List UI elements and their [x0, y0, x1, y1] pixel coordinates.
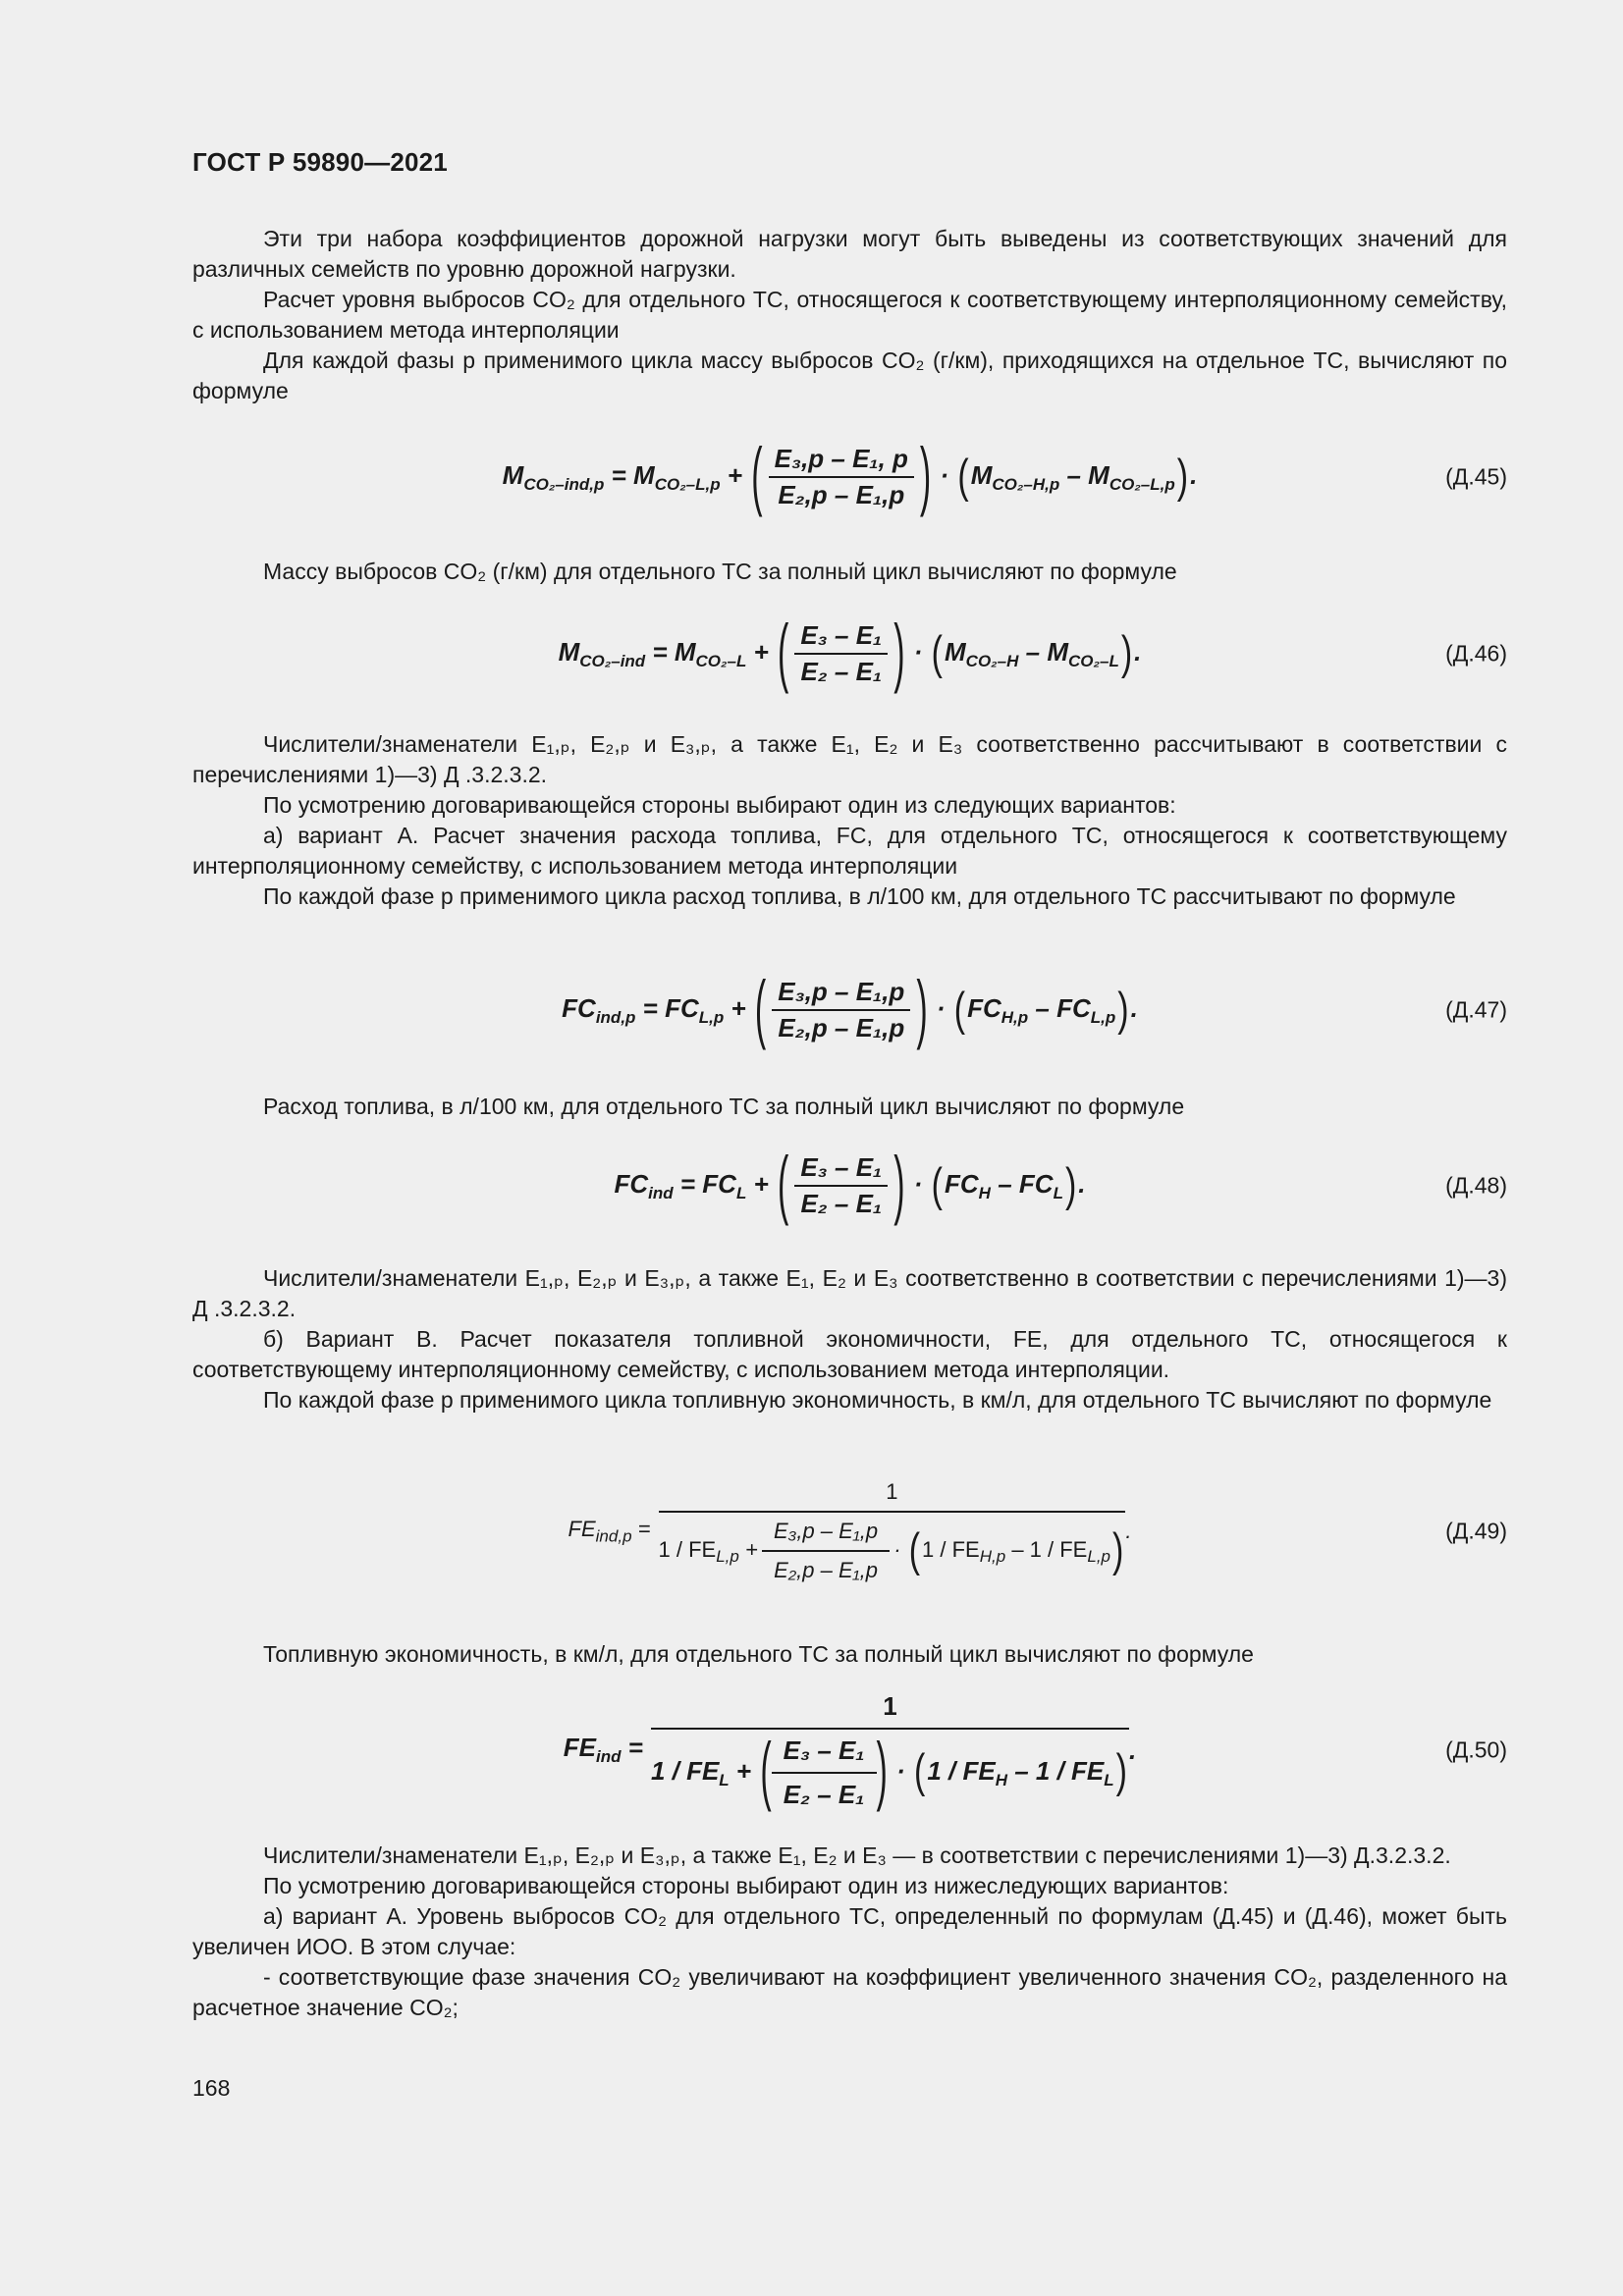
text-block-7 [192, 1841, 1507, 2023]
formula-subscript: L [719, 1770, 730, 1789]
formula-subscript: H [995, 1770, 1007, 1789]
formula-symbol: FC [1018, 1168, 1054, 1199]
formula-symbol: FC [1056, 992, 1091, 1023]
formula-symbol: M [633, 459, 655, 490]
formula-symbol: 1 / FE [658, 1536, 717, 1562]
formula-subscript: CO₂–L,p [1109, 475, 1175, 495]
formula-subscript: CO₂–L [1068, 652, 1119, 671]
paragraph: Расход топлива, в л/100 км, для отдельного ТС за полный цикл вычисляют по формуле [263, 1094, 1185, 1119]
formula-operator: = [637, 1516, 651, 1541]
formula-operator: + [730, 992, 746, 1023]
paragraph: По усмотрению договаривающейся стороны выбирают один из следующих вариантов: [263, 792, 1176, 818]
formula-operator: . [1190, 459, 1198, 490]
formula-symbol: FC [967, 992, 1001, 1023]
formula-operator: · [940, 459, 949, 490]
formula-number: (Д.49) [1445, 1518, 1507, 1544]
formula-subscript: L,p [1090, 1008, 1116, 1028]
formula-symbol: M [558, 636, 580, 667]
formula-operator: + [727, 459, 743, 490]
paragraph: Массу выбросов CO₂ (г/км) для отдельного ТС за полный цикл вычисляют по формуле [263, 559, 1177, 584]
formula-operator: . [1128, 1735, 1137, 1765]
formula-subscript: ind,p [595, 1008, 636, 1028]
formula-operator: = [627, 1733, 643, 1763]
formula-operator: = [611, 459, 626, 490]
formula-subscript: CO₂–H [965, 652, 1019, 671]
formula-subscript: H,p [979, 1547, 1006, 1567]
paragraph: Числители/знаменатели E₁,ₚ, E₂,ₚ и E₃,ₚ, а также E₁, E₂ и E₃ соответственно в соответствии с перечислениями 1)—3) Д .3.2.3.2. [192, 1265, 1507, 1321]
formula-operator: – [1066, 459, 1081, 490]
formula-subscript: ind [596, 1747, 622, 1767]
formula-operator: + [753, 636, 769, 667]
paragraph: По каждой фазе p применимого цикла топливную экономичность, в км/л, для отдельного ТС вычисляют по формуле [263, 1387, 1492, 1413]
paragraph: а) вариант А. Расчет значения расхода топлива, FC, для отдельного ТС, относящегося к соответствующему интерполяционному семейству, с использованием метода интерполяции [192, 823, 1507, 879]
formula-operator: · [936, 992, 946, 1023]
formula-subscript: CO₂–H,p [992, 475, 1060, 495]
numerator: E₃ – E₁ [794, 1152, 888, 1187]
formula-subscript: CO₂–ind,p [523, 475, 605, 495]
formula-symbol: 1 / FE [927, 1755, 996, 1786]
formula-symbol: M [1047, 636, 1068, 667]
formula-operator: – [1025, 636, 1041, 667]
fraction [794, 620, 888, 687]
formula-number: (Д.46) [1445, 640, 1507, 667]
formula-operator: + [744, 1536, 758, 1562]
formula-operator: . [1130, 992, 1138, 1023]
text-block-5 [192, 1263, 1507, 1415]
formula-d45: $M_{CO_2-ind,p} = M_{CO_2-L,p}$ + ( $\frac{\text{E₃,p – E₁, p}}{\text{E₂,p – E₁,p}}$ ) · $(M_{CO_2-H,p} - M_{CO_2-L,p})$. (Д.45) [502, 433, 1507, 519]
formula-operator: – [1035, 992, 1050, 1023]
fraction [768, 1519, 884, 1583]
fraction [769, 444, 914, 510]
text-block-4 [192, 1092, 1507, 1122]
document-header: ГОСТ Р 59890—2021 [192, 147, 448, 177]
numerator: E₃ – E₁ [794, 620, 888, 655]
formula-symbol: 1 / FE [922, 1536, 980, 1562]
formula-number: (Д.50) [1445, 1736, 1507, 1763]
main-fraction: 1 $1 / FE_{L,p}$ + $\frac{\text{E₃,p – E₁,p}}{\text{E₂,p – E₁,p}}$ · $(1 / FE_{H,p} - 1 / FE_{L,p})$ [658, 1479, 1124, 1582]
formula-subscript: L [1104, 1770, 1114, 1789]
formula-subscript: L,p [716, 1547, 739, 1567]
formula-subscript: H [978, 1184, 991, 1203]
formula-symbol: 1 / FE [650, 1755, 720, 1786]
numerator: E₃,p – E₁,p [762, 1519, 890, 1552]
formula-subscript: L,p [698, 1008, 725, 1028]
formula-d47: $FC_{ind,p} = FC_{L,p}$ + ( $\frac{\text{E₃,p – E₁,p}}{\text{E₂,p – E₁,p}}$ ) · $(FC_{H,p} - FC_{L,p})$. (Д.47) [562, 966, 1507, 1052]
denominator: E₂,p – E₁,p [774, 1558, 878, 1582]
formula-d50 [192, 1686, 1507, 1814]
formula-subscript: CO₂–L [695, 652, 747, 671]
paragraph: б) Вариант В. Расчет показателя топливной экономичности, FE, для отдельного ТС, относящегося к соответствующему интерполяционному семейству, с использованием метода интерполяции. [192, 1326, 1507, 1382]
formula-symbol: FC [665, 992, 699, 1023]
text-block-1 [192, 224, 1507, 406]
formula-symbol: FC [945, 1168, 979, 1199]
formula-number: (Д.48) [1445, 1172, 1507, 1199]
numerator: E₃,p – E₁, p [769, 444, 914, 478]
formula-subscript: L [735, 1184, 747, 1203]
text-block-3 [192, 729, 1507, 912]
formula-symbol: FC [562, 992, 596, 1023]
formula-operator: · [896, 1755, 905, 1786]
formula-symbol: FC [702, 1168, 736, 1199]
formula-subscript: L,p [1087, 1547, 1110, 1567]
paragraph: Числители/знаменатели E₁,ₚ, E₂,ₚ и E₃,ₚ, а также E₁, E₂ и E₃ соответственно рассчитывают в соответствии с перечислениями 1)—3) Д .3.2.3.2. [192, 731, 1507, 787]
formula-operator: – [998, 1168, 1012, 1199]
fraction [778, 1735, 871, 1810]
paragraph: Расчет уровня выбросов CO₂ для отдельного ТС, относящегося к соответствующему интерполяционному семейству, с использованием метода интерполяции [192, 287, 1507, 343]
numerator: 1 [659, 1479, 1126, 1513]
fraction [772, 977, 910, 1043]
denominator: E₂ – E₁ [800, 657, 883, 686]
formula-operator: · [913, 636, 923, 667]
formula-d46: $M_{CO_2-ind} = M_{CO_2-L}$ + ( $\frac{\text{E₃ – E₁}}{\text{E₂ – E₁}}$ ) · $(M_{CO_2-H} - M_{CO_2-L})$. (Д.46) [558, 610, 1507, 696]
formula-symbol: FE [568, 1516, 596, 1541]
text-block-6 [192, 1639, 1507, 1670]
formula-symbol: M [970, 459, 993, 490]
paragraph: а) вариант А. Уровень выбросов CO₂ для отдельного ТС, определенный по формулам (Д.45) и (Д.46), может быть увеличен ИОО. В этом случае: [192, 1903, 1507, 1959]
formula-operator: + [753, 1168, 769, 1199]
formula-operator: = [679, 1168, 696, 1199]
paragraph: Топливную экономичность, в км/л, для отдельного ТС за полный цикл вычисляют по формуле [263, 1641, 1254, 1667]
formula-number: (Д.47) [1445, 996, 1507, 1023]
paragraph: - соответствующие фазе значения CO₂ увеличивают на коэффициент увеличенного значения CO₂, разделенного на расчетное значение CO₂; [192, 1964, 1507, 2020]
numerator: 1 [651, 1691, 1129, 1730]
formula-operator: = [652, 636, 668, 667]
formula-operator: . [1125, 1519, 1132, 1543]
formula-operator: . [1134, 636, 1142, 667]
formula-symbol: M [674, 636, 696, 667]
formula-d48: $FC_{ind} = FC_L$ + ( $\frac{\text{E₃ – E₁}}{\text{E₂ – E₁}}$ ) · $(FC_H - FC_L)$. (Д.48) [614, 1142, 1507, 1228]
main-fraction: 1 $1 / FE_L$ + ( $\frac{\text{E₃ – E₁}}{\text{E₂ – E₁}}$ ) · $(1 / FE_H - 1 / FE_L)$ [650, 1690, 1127, 1815]
denominator: E₂,p – E₁,p [778, 1013, 905, 1042]
paragraph: Для каждой фазы p применимого цикла массу выбросов CO₂ (г/км), приходящихся на отдельное ТС, вычисляют по формуле [192, 347, 1507, 403]
text-block-2 [192, 557, 1507, 587]
paragraph: Числители/знаменатели E₁,ₚ, E₂,ₚ и E₃,ₚ, а также E₁, E₂ и E₃ — в соответствии с перечислениями 1)—3) Д.3.2.3.2. [263, 1842, 1451, 1868]
formula-operator: · [913, 1168, 923, 1199]
formula-subscript: CO₂–L,p [654, 475, 721, 495]
formula-d49 [192, 1468, 1507, 1595]
paragraph: По каждой фазе p применимого цикла расход топлива, в л/100 км, для отдельного ТС рассчитывают по формуле [263, 883, 1456, 909]
formula-operator: . [1078, 1168, 1086, 1199]
formula-operator: = [642, 992, 658, 1023]
numerator: E₃,p – E₁,p [772, 977, 910, 1011]
denominator: E₂ – E₁ [800, 1189, 883, 1218]
formula-subscript: H,p [1001, 1008, 1029, 1028]
numerator: E₃ – E₁ [772, 1735, 877, 1774]
fraction [794, 1152, 888, 1219]
formula-number: (Д.45) [1445, 463, 1507, 490]
formula-symbol: – 1 / FE [1011, 1536, 1088, 1562]
formula-symbol: FE [563, 1733, 597, 1763]
formula-operator: · [893, 1536, 901, 1562]
formula-subscript: CO₂–ind [579, 652, 646, 671]
paragraph: Эти три набора коэффициентов дорожной нагрузки могут быть выведены из соответствующих значений для различных семейств по уровню дорожной нагрузки. [192, 226, 1507, 282]
formula-subscript: L [1053, 1184, 1063, 1203]
page-number: 168 [192, 2075, 231, 2101]
formula-symbol: M [1088, 459, 1109, 490]
formula-symbol: FC [614, 1168, 649, 1199]
formula-subscript: ind [648, 1184, 674, 1203]
denominator: E₂,p – E₁,p [778, 480, 905, 509]
formula-subscript: ind,p [595, 1526, 632, 1546]
paragraph: По усмотрению договаривающейся стороны выбирают один из нижеследующих вариантов: [263, 1873, 1229, 1898]
denominator: E₂ – E₁ [783, 1779, 865, 1809]
formula-symbol: M [945, 636, 966, 667]
formula-operator: + [735, 1755, 752, 1786]
formula-symbol: – 1 / FE [1014, 1755, 1105, 1786]
formula-symbol: M [502, 459, 524, 490]
